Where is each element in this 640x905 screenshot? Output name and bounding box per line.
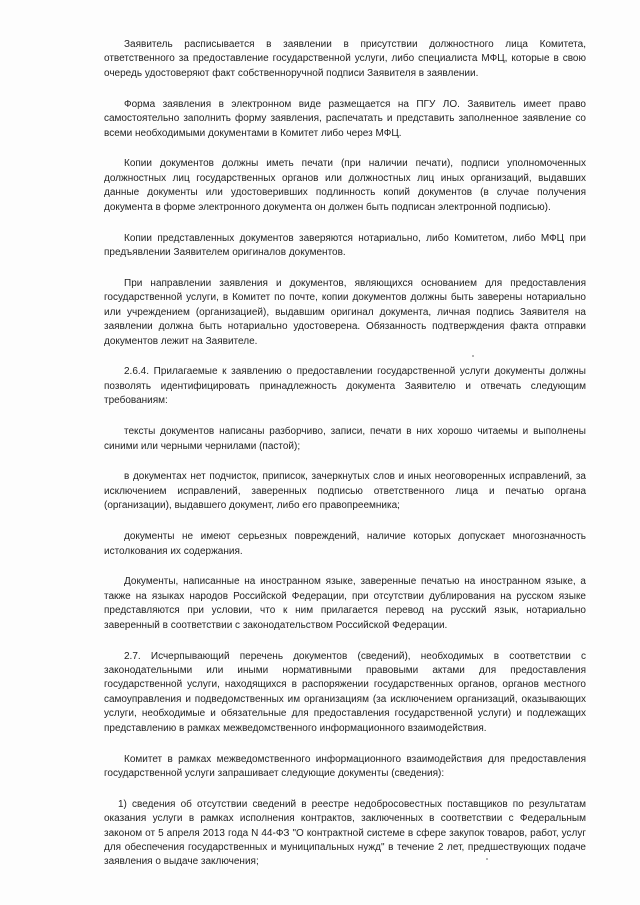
paragraph-2-7: 2.7. Исчерпывающий перечень документов (сведений), необходимых в соответствии с законодательными или иными нормативными правовыми актами для предоставления государственной услуги, находящихся в распоряжении государственных органов, органов местного самоуправления и подведомственных им организациям (за исключением организаций, оказывающих услуги, необходимые и обязательные для предоставления государственной услуги) и подлежащих представлению в рамках межведомственного информационного взаимодействия. bbox=[104, 650, 586, 734]
requirement-legible-text: тексты документов написаны разборчиво, записи, печати в них хорошо читаемы и выполнены синими или черными чернилами (пастой); bbox=[104, 426, 586, 452]
paragraph-copies-certification: Копии представленных документов заверяются нотариально, либо Комитетом, либо МФЦ при предъявлении Заявителем оригиналов документов. bbox=[104, 232, 586, 258]
scan-speck bbox=[486, 858, 488, 860]
scan-speck bbox=[472, 355, 474, 357]
paragraph-foreign-language: Документы, написанные на иностранном языке, заверенные печатью на иностранном языке, а также на языках народов Российской Федерации, при отсутствии дублирования на русском языке представляются при условии, что к ним прилагается перевод на русский язык, нотариально заверенный в соответствии с законодательством Российской Федерации. bbox=[104, 576, 586, 631]
requirement-no-damage: документы не имеют серьезных повреждений, наличие которых допускает многозначность истолкования их содержания. bbox=[104, 531, 586, 557]
list-item-1: 1) сведения об отсутствии сведений в реестре недобросовестных поставщиков по результатам оказания услуги в рамках исполнения контрактов, заключенных в соответствии с Федеральным законом от 5 апреля 2013 года N 44-ФЗ "О контрактной системе в сфере закупок товаров, работ, услуг для обеспечения государственных и муниципальных нужд" в течение 2 лет, предшествующих подаче заявления о выдаче заключения; bbox=[104, 798, 586, 868]
paragraph-electronic-form: Форма заявления в электронном виде размещается на ПГУ ЛО. Заявитель имеет право самостоятельно заполнить форму заявления, распечатать и представить заполненное заявление со всеми необходимыми документами в Комитет либо через МФЦ. bbox=[104, 98, 586, 139]
requirement-no-corrections: в документах нет подчисток, приписок, зачеркнутых слов и иных неоговоренных исправлений, за исключением исправлений, заверенных подписью ответственного лица и печатью органа (организации), выдавшего документ, либо его правопреемника; bbox=[104, 471, 586, 512]
paragraph-applicant-signature: Заявитель расписывается в заявлении в присутствии должностного лица Комитета, ответственного за предоставление государственной услуги, либо специалиста МФЦ, которые в свою очередь удостоверяют факт собственноручной подписи Заявителя в заявлении. bbox=[104, 39, 586, 79]
paragraph-postal-submission: При направлении заявления и документов, являющихся основанием для предоставления государственной услуги, в Комитет по почте, копии документов должны быть заверены нотариально или учреждением (организацией), выдавшим оригинал документа, личная подпись Заявителя на заявлении должна быть нотариально удостоверена. Обязанность подтверждения факта отправки документов лежит на Заявителе. bbox=[104, 277, 586, 347]
paragraph-2-6-4: 2.6.4. Прилагаемые к заявлению о предоставлении государственной услуги документы должны позволять идентифицировать принадлежность документа Заявителю и отвечать следующим требованиям: bbox=[104, 366, 586, 407]
paragraph-copies-requirements: Копии документов должны иметь печати (при наличии печати), подписи уполномоченных должностных лиц государственных органов или должностных лиц иных организаций, выдавших данные документы или удостоверивших подлинность копий документов (в случае получения документа в форме электронного документа он должен быть подписан электронной подписью). bbox=[104, 158, 586, 213]
paragraph-interagency-request: Комитет в рамках межведомственного информационного взаимодействия для предоставления государственной услуги запрашивает следующие документы (сведения): bbox=[104, 753, 586, 779]
